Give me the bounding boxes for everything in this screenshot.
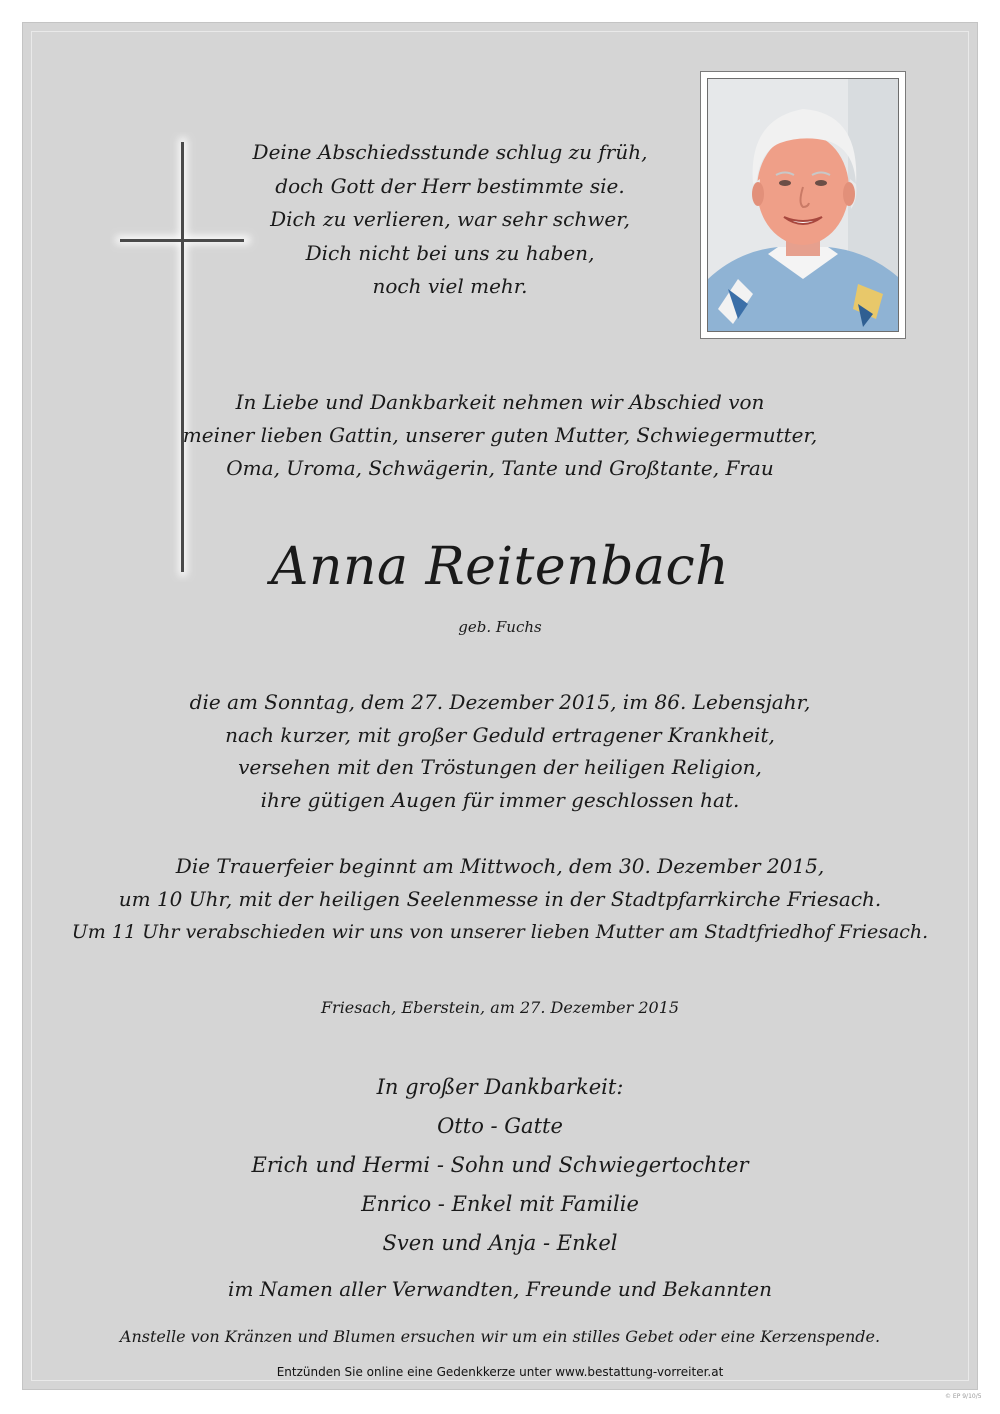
mourner-entry: Otto - Gatte (437, 1114, 563, 1138)
death-line: nach kurzer, mit großer Geduld ertragener Krankheit, (225, 722, 775, 747)
funeral-line: Um 11 Uhr verabschieden wir uns von unserer lieben Mutter am Stadtfriedhof Friesach. (71, 921, 929, 943)
portrait-photo (707, 78, 899, 332)
maiden-name: geb. Fuchs (458, 618, 542, 636)
poem-line: doch Gott der Herr bestimmte sie. (275, 173, 625, 198)
death-notice (0, 686, 1000, 816)
funeral-line: um 10 Uhr, mit der heiligen Seelenmesse in der Stadtpfarrkirche Friesach. (118, 887, 882, 911)
funeral-line: Die Trauerfeier beginnt am Mittwoch, dem 30. Dezember 2015, (175, 854, 825, 878)
death-line: versehen mit den Tröstungen der heiligen Religion, (238, 755, 762, 779)
poem-line: Deine Abschiedsstunde schlug zu früh, (252, 140, 648, 164)
intro-line: Oma, Uroma, Schwägerin, Tante und Großtante, Frau (226, 456, 774, 480)
copyright-mark: © EP 9/10/5 (945, 1393, 982, 1400)
mourners-heading: In großer Dankbarkeit: (376, 1075, 624, 1099)
mourners-list (0, 1068, 1000, 1263)
donation-request: Anstelle von Kränzen und Blumen ersuchen wir um ein stilles Gebet oder eine Kerzenspende. (119, 1327, 881, 1346)
death-line: ihre gütigen Augen für immer geschlossen hat. (260, 787, 740, 812)
deceased-name: Anna Reitenbach (270, 537, 730, 597)
poem-line: noch viel mehr. (372, 274, 528, 298)
footer-candle-link[interactable]: Entzünden Sie online eine Gedenkkerze unter www.bestattung-vorreiter.at (276, 1365, 724, 1379)
intro-line: In Liebe und Dankbarkeit nehmen wir Abschied von (235, 390, 765, 414)
mourner-entry: Enrico - Enkel mit Familie (361, 1192, 639, 1216)
intro-text (0, 386, 1000, 485)
mourner-entry: Erich und Hermi - Sohn und Schwiegertochter (251, 1153, 749, 1177)
funeral-info (0, 850, 1000, 949)
death-line: die am Sonntag, dem 27. Dezember 2015, im 86. Lebensjahr, (189, 690, 811, 714)
relatives-line: im Namen aller Verwandten, Freunde und Bekannten (228, 1277, 772, 1301)
poem-line: Dich zu verlieren, war sehr schwer, (270, 207, 630, 231)
portrait-frame (700, 71, 906, 339)
intro-line: meiner lieben Gattin, unserer guten Mutter, Schwiegermutter, (182, 423, 818, 447)
poem-line: Dich nicht bei uns zu haben, (305, 240, 595, 265)
mourner-entry: Sven und Anja - Enkel (382, 1231, 618, 1255)
poem (200, 136, 700, 304)
place-date: Friesach, Eberstein, am 27. Dezember 2015 (320, 998, 680, 1017)
